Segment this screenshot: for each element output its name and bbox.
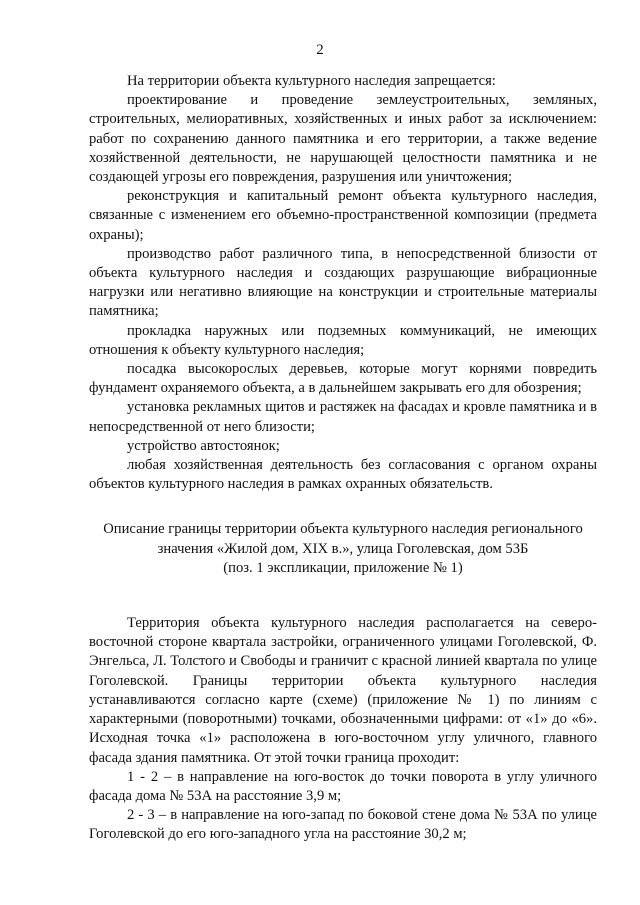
- page-number: 2: [316, 42, 324, 58]
- description-paragraph: Территория объекта культурного наследия располагается на северо-восточной стороне квартала застройки, ограниченного улицами Гоголевской, Ф. Энгельса, Л. Толстого и Свободы и граничит с красной линией квартала по улице Гоголевской. Границы территории объекта культурного наследия устанавливаются согласно карте (схеме) (приложение № 1) по линиям с характерными (поворотными) точками, обозначенными цифрами: от «1» до «6». Исходная точка «1» расположена в юго-восточном углу уличного, главного фасада здания памятника. От этой точки граница проходит:: [89, 615, 597, 766]
- prohibition-item: производство работ различного типа, в непосредственной близости от объекта культурного наследия и создающих разрушающие вибрационные нагрузки или негативно влияющие на конструкции и строительные материалы памятника;: [89, 245, 597, 320]
- heading-line: (поз. 1 экспликации, приложение № 1): [223, 559, 463, 576]
- prohibition-item: устройство автостоянок;: [127, 437, 280, 454]
- boundary-point-item: 2 - 3 – в направление на юго-запад по боковой стене дома № 53А по улице Гоголевской до его юго-западного угла на расстояние 30,2 м;: [89, 807, 597, 843]
- heading-line: Описание границы территории объекта культурного наследия регионального: [103, 521, 583, 538]
- prohibition-item: прокладка наружных или подземных коммуникаций, не имеющих отношения к объекту культурного наследия;: [89, 322, 597, 358]
- heading-line: значения «Жилой дом, XIX в.», улица Гоголевская, дом 53Б: [157, 540, 529, 557]
- document-body: [89, 72, 597, 845]
- intro-paragraph: На территории объекта культурного наследия запрещается:: [127, 73, 496, 89]
- prohibition-item: посадка высокорослых деревьев, которые могут корнями повредить фундамент охраняемого объекта, а в дальнейшем закрывать его для обозрения;: [89, 361, 597, 397]
- section-heading: [89, 520, 597, 578]
- prohibition-item: любая хозяйственная деятельность без согласования с органом охраны объектов культурного наследия в рамках охранных обязательств.: [89, 457, 597, 493]
- prohibition-item: реконструкция и капитальный ремонт объекта культурного наследия, связанные с изменением его объемно-пространственной композиции (предмета охраны);: [89, 188, 597, 243]
- prohibition-item: установка рекламных щитов и растяжек на фасадах и кровле памятника и в непосредственной от него близости;: [89, 399, 597, 435]
- boundary-point-item: 1 - 2 – в направление на юго-восток до точки поворота в углу уличного фасада дома № 53А на расстояние 3,9 м;: [89, 768, 597, 804]
- prohibition-item: проектирование и проведение землеустроительных, земляных, строительных, мелиоративных, хозяйственных и иных работ за исключением: работ по сохранению данного памятника и его территории, а также ведение хозяйственной деятельности, не нарушающей целостности памятника и не создающей угрозы его повреждения, разрушения или уничтожения;: [89, 92, 597, 186]
